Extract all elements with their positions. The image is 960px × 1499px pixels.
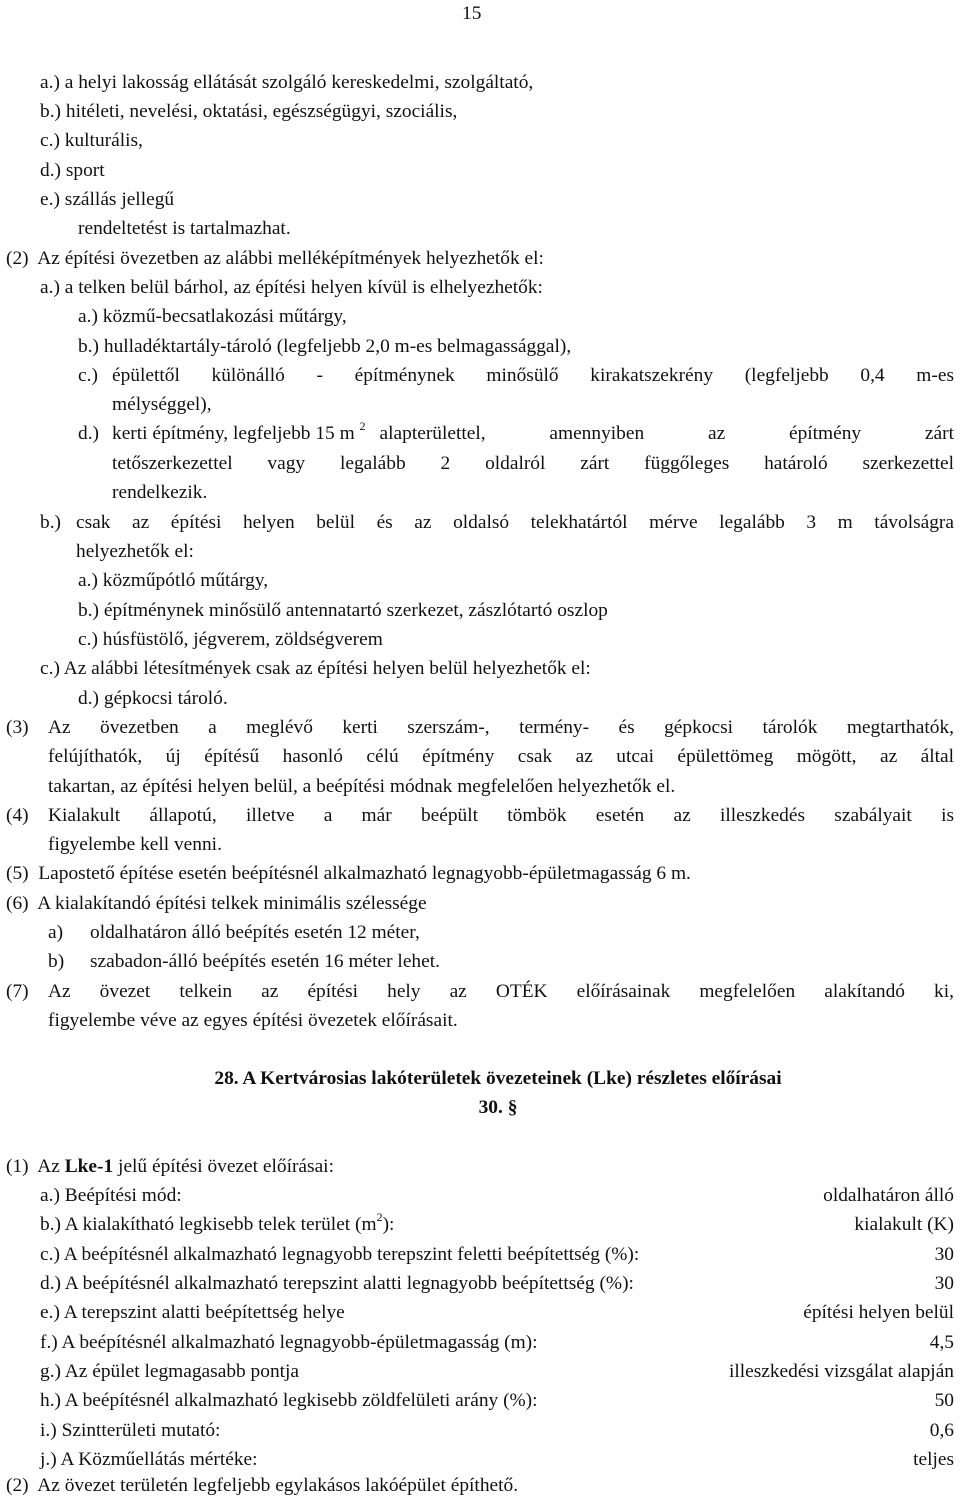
paragraph-number: (1) [6, 1156, 29, 1177]
list-item [48, 923, 420, 942]
paragraph-text: Az övezetben a meglévő kerti szerszám-, termény- és gépkocsi tárolók megtarthatók, [48, 717, 954, 738]
list-text: építménynek minősülő antennatartó szerkezet, zászlótartó oszlop [103, 600, 608, 621]
list-item [40, 190, 174, 209]
row-value: oldalhatáron álló [823, 1185, 954, 1206]
table-row [40, 1450, 954, 1469]
list-item [40, 161, 105, 180]
row-label [40, 1333, 538, 1352]
row-label [40, 1186, 182, 1205]
table-row [40, 1303, 954, 1322]
list-marker: b.) [78, 600, 100, 621]
paragraph-7 [6, 982, 954, 1001]
list-marker: a.) [78, 306, 98, 327]
list-item [78, 366, 954, 385]
list-marker: b.) [78, 336, 100, 357]
list-tail: rendeltetést is tartalmazhat. [78, 218, 291, 239]
list-marker: a.) [40, 277, 60, 298]
list-item [78, 419, 954, 444]
list-marker: d.) [78, 688, 100, 709]
list-marker: d.) [40, 160, 62, 181]
row-marker: i.) [40, 1420, 57, 1441]
list-marker: b) [48, 951, 65, 972]
list-text: közmű-becsatlakozási műtárgy, [102, 306, 347, 327]
list-text: a telken belül bárhol, az építési helyen kívül is elhelyezhetők: [64, 277, 543, 298]
list-text: Az alábbi létesítmények csak az építési helyen belül helyezhetők el: [63, 658, 591, 679]
paragraph-number: (5) [6, 863, 29, 884]
paragraph-text-continued: figyelembe véve az egyes építési övezetek előírásait. [48, 1010, 458, 1031]
row-label-text: A Közműellátás mértéke: [60, 1449, 258, 1470]
row-label-text: A kialakítható legkisebb telek terület (m [64, 1214, 377, 1235]
text-fragment: jelű építési övezet előírásai: [113, 1156, 334, 1177]
list-text-part: alapterülettel, amennyiben az építmény zárt [379, 423, 954, 444]
list-marker: b.) [40, 101, 62, 122]
list-text-part [112, 419, 366, 444]
list-text-continued: helyezhetők el: [76, 541, 194, 562]
row-marker: d.) [40, 1273, 62, 1294]
row-marker: b.) [40, 1214, 62, 1235]
list-item [78, 630, 383, 649]
paragraph-6 [6, 894, 427, 913]
paragraph-2 [6, 249, 544, 268]
paragraph-text: A kialakítandó építési telkek minimális szélessége [37, 893, 427, 914]
list-text: gépkocsi tároló. [103, 688, 228, 709]
list-item [78, 689, 228, 708]
paragraph-number: (3) [6, 717, 29, 738]
text-fragment: kerti építmény, legfeljebb 15 m [112, 423, 355, 444]
list-text-continued: rendelkezik. [112, 482, 208, 503]
row-label-text: A terepszint alatti beépítettség helye [63, 1302, 345, 1323]
paragraph-number: (2) [6, 248, 29, 269]
paragraph-5 [6, 864, 691, 883]
row-marker: a.) [40, 1185, 60, 1206]
list-marker: a.) [40, 72, 60, 93]
paragraph-3 [6, 718, 954, 737]
list-item [78, 337, 571, 356]
list-text: húsfüstölő, jégverem, zöldségverem [102, 629, 383, 650]
paragraph-number: (7) [6, 981, 29, 1002]
list-marker: c.) [78, 629, 98, 650]
table-row [40, 1210, 954, 1235]
list-text: csak az építési helyen belül és az oldalsó telekhatártól mérve legalább 3 m távolságra [76, 512, 954, 533]
row-marker: c.) [40, 1244, 60, 1265]
paragraph-text-continued: felújíthatók, új építésű hasonló célú építmény csak az utcai épülettömeg mögött, az által [48, 746, 954, 767]
list-marker: c.) [40, 658, 60, 679]
zone-code: Lke-1 [64, 1156, 114, 1177]
table-row [40, 1333, 954, 1352]
row-label [40, 1362, 299, 1381]
list-text: hitéleti, nevelési, oktatási, egészségügyi, szociális, [65, 101, 458, 122]
paragraph-text: Kialakult állapotú, illetve a már beépült tömbök esetén az illeszkedés szabályait is [48, 805, 954, 826]
list-item [40, 131, 143, 150]
row-value: 50 [934, 1390, 954, 1411]
paragraph-text-continued: takartan, az építési helyen belül, a beépítési módnak megfelelően helyezhetők el. [48, 776, 676, 797]
table-row [40, 1186, 954, 1205]
superscript: 2 [359, 419, 366, 433]
row-label [40, 1391, 538, 1410]
list-text: sport [65, 160, 105, 181]
list-text-continued: tetőszerkezettel vagy legalább 2 oldalról zárt függőleges határoló szerkezettel [112, 453, 954, 474]
row-label-text: A beépítésnél alkalmazható terepszint alatti legnagyobb beépítettség (%): [64, 1273, 634, 1294]
list-item [48, 952, 440, 971]
row-value: 4,5 [929, 1332, 954, 1353]
row-label-text: A beépítésnél alkalmazható legnagyobb-épületmagasság (m): [61, 1332, 538, 1353]
paragraph-number: (6) [6, 893, 29, 914]
row-label-text: Beépítési mód: [64, 1185, 182, 1206]
text-fragment: Az [37, 1156, 65, 1177]
list-text: szabadon-álló beépítés esetén 16 méter lehet. [90, 951, 440, 972]
list-marker: c.) [40, 130, 60, 151]
list-item [78, 571, 268, 590]
row-value: kialakult (K) [854, 1214, 954, 1235]
list-item [40, 659, 591, 678]
row-marker: h.) [40, 1390, 62, 1411]
subsection-1 [6, 1157, 334, 1176]
table-row [40, 1391, 954, 1410]
list-text: épülettől különálló - építménynek minősülő kirakatszekrény (legfeljebb 0,4 m-es [112, 365, 954, 386]
row-label [40, 1245, 639, 1264]
section-number: 30. § [478, 1097, 518, 1118]
list-marker: a.) [78, 570, 98, 591]
list-item [40, 278, 543, 297]
list-item [40, 102, 457, 121]
row-marker: j.) [40, 1449, 57, 1470]
list-marker: c.) [78, 365, 98, 386]
row-value: 30 [934, 1273, 954, 1294]
list-text: a helyi lakosság ellátását szolgáló kereskedelmi, szolgáltató, [64, 72, 534, 93]
row-marker: g.) [40, 1361, 62, 1382]
row-label-text: ): [382, 1214, 395, 1235]
paragraph-text-continued: figyelembe kell venni. [48, 834, 222, 855]
row-value: 30 [934, 1244, 954, 1265]
row-marker: e.) [40, 1302, 60, 1323]
row-label-text: Szintterületi mutató: [61, 1420, 221, 1441]
row-label [40, 1450, 258, 1469]
row-label-text: Az épület legmagasabb pontja [64, 1361, 300, 1382]
list-marker: e.) [40, 189, 60, 210]
paragraph-text: Az övezet telkein az építési hely az OTÉK előírásainak megfelelően alakítandó ki, [48, 981, 954, 1002]
list-text: hulladéktartály-tároló (legfeljebb 2,0 m-es belmagassággal), [103, 336, 572, 357]
row-value: 0,6 [929, 1420, 954, 1441]
list-item [78, 601, 608, 620]
row-value: illeszkedési vizsgálat alapján [728, 1361, 954, 1382]
section-heading: 28. A Kertvárosias lakóterületek övezeteinek (Lke) részletes előírásai [214, 1068, 782, 1089]
table-row [40, 1362, 954, 1381]
list-item [78, 307, 347, 326]
table-row [40, 1245, 954, 1264]
list-marker: d.) [78, 423, 100, 444]
row-value: teljes [913, 1449, 954, 1470]
list-text: közműpótló műtárgy, [102, 570, 269, 591]
row-label [40, 1210, 395, 1235]
paragraph-4 [6, 806, 954, 825]
paragraph-text: Az építési övezetben az alábbi melléképítmények helyezhetők el: [37, 248, 544, 269]
superscript: 2 [376, 1210, 383, 1224]
paragraph-text: Lapostető építése esetén beépítésnél alkalmazható legnagyobb-épületmagasság 6 m. [38, 863, 691, 884]
row-value: építési helyen belül [803, 1302, 954, 1323]
paragraph-number: (4) [6, 805, 29, 826]
list-item [40, 73, 533, 92]
row-label [40, 1303, 345, 1322]
paragraph-number: (2) [6, 1475, 29, 1496]
row-label-text: A beépítésnél alkalmazható legkisebb zöldfelületi arány (%): [64, 1390, 538, 1411]
row-label-text: A beépítésnél alkalmazható legnagyobb terepszint feletti beépítettség (%): [63, 1244, 640, 1265]
row-marker: f.) [40, 1332, 58, 1353]
page-number: 15 [462, 3, 482, 24]
table-row [40, 1274, 954, 1293]
list-text [112, 419, 954, 444]
list-text: kulturális, [64, 130, 143, 151]
list-marker: b.) [40, 512, 62, 533]
row-label [40, 1274, 634, 1293]
table-row [40, 1421, 954, 1440]
paragraph-text: Az övezet területén legfeljebb egylakásos lakóépület építhető. [37, 1475, 519, 1496]
list-text-continued: mélységgel), [112, 394, 212, 415]
list-text: szállás jellegű [64, 189, 175, 210]
subsection-2 [6, 1476, 518, 1495]
list-text: oldalhatáron álló beépítés esetén 12 méter, [90, 922, 420, 943]
list-item [40, 513, 954, 532]
list-marker: a) [48, 922, 64, 943]
row-label [40, 1421, 220, 1440]
